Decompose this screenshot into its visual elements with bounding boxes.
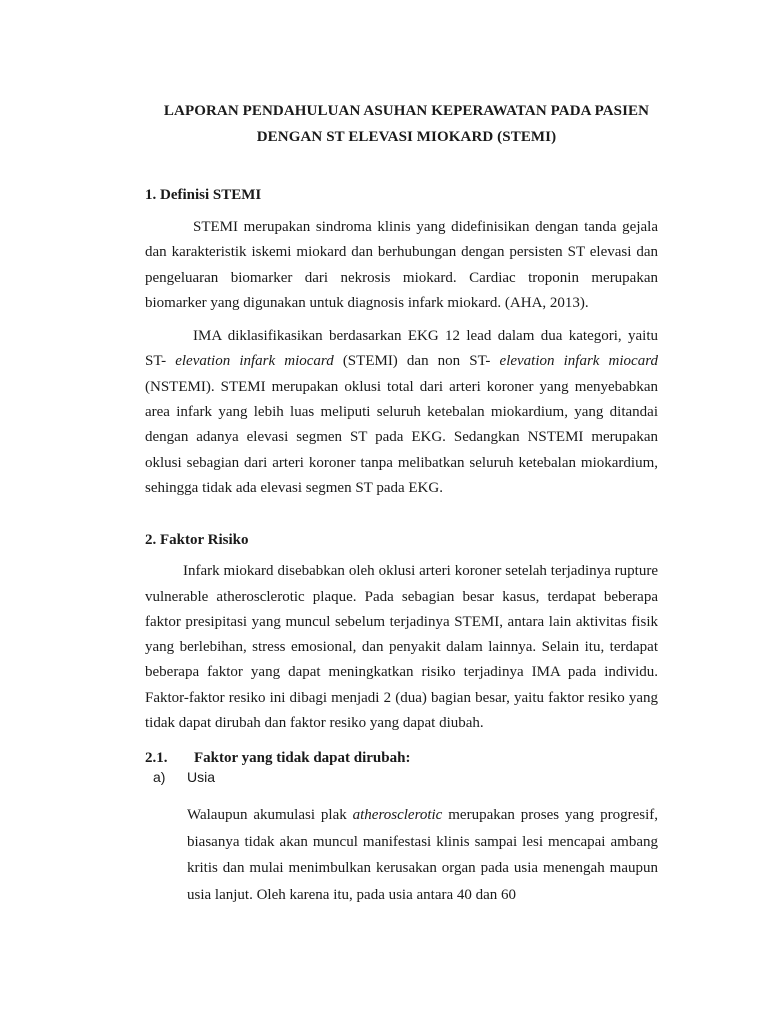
para-text: merupakan proses yang progresif, biasanya tidak akan muncul manifestasi klinis sampai lesi mencapai ambang kritis dan mulai menimbulkan kerusakan organ pada usia menengah maupun usia lanjut. Oleh karena itu, pada usia antara 40 dan 60 [187, 807, 658, 903]
title-line-1: LAPORAN PENDAHULUAN ASUHAN KEPERAWATAN PADA PASIEN [163, 103, 650, 119]
para-italic: elevation infark miocard [175, 353, 334, 370]
section-1-paragraph-2 [145, 324, 658, 501]
para-text: Walaupun akumulasi plak [187, 807, 353, 824]
usia-paragraph [187, 802, 658, 908]
section-2-paragraph-1: Infark miokard disebabkan oleh oklusi arteri koroner setelah terjadinya rupture vulnerable atherosclerotic plaque. Pada sebagian besar kasus, terdapat beberapa faktor presipitasi yang muncul sebelum terjadinya STEMI, antara lain aktivitas fisik yang berlebihan, stress emosional, dan penyakit dalam lainnya. Selain itu, terdapat beberapa faktor yang dapat meningkatkan risiko terjadinya IMA pada individu. Faktor-faktor resiko ini dibagi menjadi 2 (dua) bagian besar, yaitu faktor resiko yang tidak dapat dirubah dan faktor resiko yang dapat diubah. [145, 563, 658, 732]
para-italic: elevation infark miocard [499, 353, 658, 370]
para-italic: atherosclerotic [352, 807, 443, 824]
list-item-label: a) [153, 769, 166, 786]
section-1-paragraph-1: STEMI merupakan sindroma klinis yang didefinisikan dengan tanda gejala dan karakteristik iskemi miokard dan berhubungan dengan persisten ST elevasi dan pengeluaran biomarker dari nekrosis miokard. Cardiac troponin merupakan biomarker yang digunakan untuk diagnosis infark miokard. (AHA, 2013). [145, 219, 658, 311]
para-text: (STEMI) dan non ST- [333, 353, 500, 370]
subsection-2-1-heading [145, 748, 658, 768]
title-line-2: DENGAN ST ELEVASI MIOKARD (STEMI) [256, 129, 557, 145]
document-title [145, 98, 668, 150]
subsection-label: Faktor yang tidak dapat dirubah: [194, 750, 411, 767]
subsection-number: 2.1. [145, 750, 168, 767]
list-item-text: Usia [187, 769, 216, 786]
para-text: (NSTEMI). STEMI merupakan oklusi total dari arteri koroner yang menyebabkan area infark yang lebih luas meliputi seluruh ketebalan miokardium, yang ditandai dengan adanya elevasi segmen ST pada EKG. Sedangkan NSTEMI merupakan oklusi sebagian dari arteri koroner tanpa melibatkan seluruh ketebalan miokardium, sehingga tidak ada elevasi segmen ST pada EKG. [145, 378, 658, 496]
section-1-heading: 1. Definisi STEMI [145, 187, 262, 203]
list-item-usia [153, 768, 658, 786]
para-text: IMA diklasifikasikan berdasarkan EKG 12 lead dalam dua kategori, yaitu ST- [145, 328, 658, 370]
section-2-heading: 2. Faktor Risiko [145, 532, 249, 549]
